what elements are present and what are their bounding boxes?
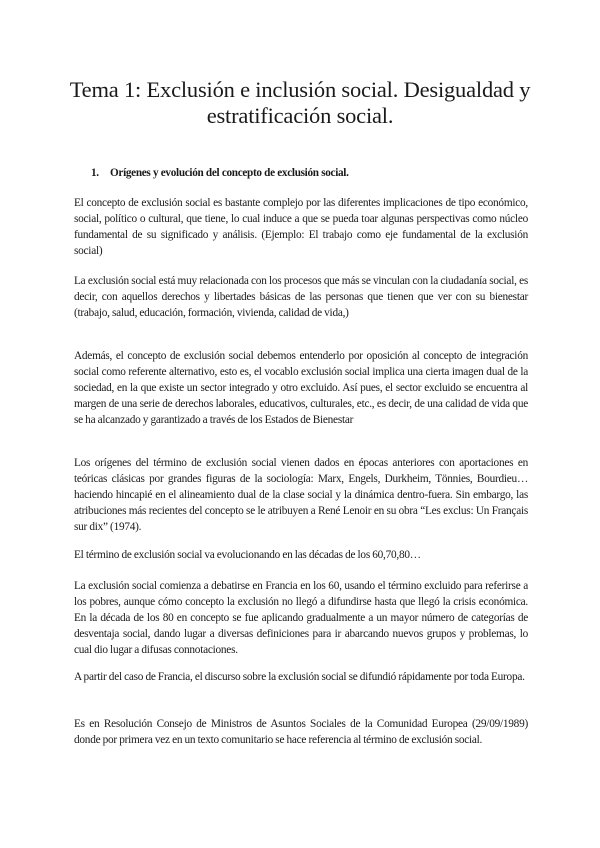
document-title: Tema 1: Exclusión e inclusión social. Desigualdad y estratificación social.	[69, 77, 531, 128]
section-heading	[91, 166, 349, 180]
paragraph-concept-complexity: El concepto de exclusión social es bastante complejo por las diferentes implicaciones de tipo económico, social, político o cultural, que tiene, lo cual induce a que se pueda toar algunas perspectivas como núcleo fundamental de su significado y análisis. (Ejemplo: El trabajo como eje fundamental de la exclusión social)	[74, 197, 528, 257]
paragraph-term-origins: Los orígenes del término de exclusión social vienen dados en épocas anteriores con aportaciones en teóricas clásicas por grandes figuras de la sociología: Marx, Engels, Durkheim, Tönnies, Bourdieu… haciendo hincapié en el alineamiento dual de la clase social y la dinámica dentro-fuera. Sin embargo, las atribuciones más recientes del concepto se le atribuyen a René Lenoir en su obra “Les exclus: Un Français sur dix” (1974).	[74, 457, 528, 533]
paragraph-eu-resolution: Es en Resolución Consejo de Ministros de Asuntos Sociales de la Comunidad Europea (29/09/1989) donde por primera vez en un texto comunitario se hace referencia al término de exclusión social.	[74, 718, 528, 746]
section-number: 1.	[91, 167, 99, 179]
paragraph-decades-evolution: El término de exclusión social va evolucionando en las décadas de los 60,70,80…	[74, 549, 421, 561]
paragraph-social-citizenship: La exclusión social está muy relacionada con los procesos que más se vinculan con la ciudadanía social, es decir, con aquellos derechos y libertades básicas de las personas que tienen que ver con su bienestar (trabajo, salud, educación, formación, vivienda, calidad de vida,)	[74, 275, 528, 319]
paragraph-integration-opposition: Además, el concepto de exclusión social debemos entenderlo por oposición al concepto de integración social como referente alternativo, esto es, el vocablo exclusión social implica una cierta imagen dual de la sociedad, en la que existe un sector integrado y otro excluido. Así pues, el sector excluido se encuentra al margen de una serie de derechos laborales, educativos, culturales, etc., es decir, de una calidad de vida que se ha alcanzado y garantizado a través de los Estados de Bienestar	[74, 350, 528, 426]
paragraph-europe-diffusion: A partir del caso de Francia, el discurso sobre la exclusión social se difundió rápidamente por toda Europa.	[74, 671, 525, 683]
paragraph-france-debate: La exclusión social comienza a debatirse en Francia en los 60, usando el término excluido para referirse a los pobres, aunque cómo concepto la exclusión no llegó a difundirse hasta que llegó la crisis económica. En la década de los 80 en concepto se fue aplicando gradualmente a un mayor número de categorías de desventaja social, dando lugar a diversas definiciones para ir abarcando nuevos grupos y problemas, lo cual dio lugar a difusas connotaciones.	[74, 580, 528, 656]
section-heading-text: Orígenes y evolución del concepto de exclusión social.	[110, 167, 349, 179]
